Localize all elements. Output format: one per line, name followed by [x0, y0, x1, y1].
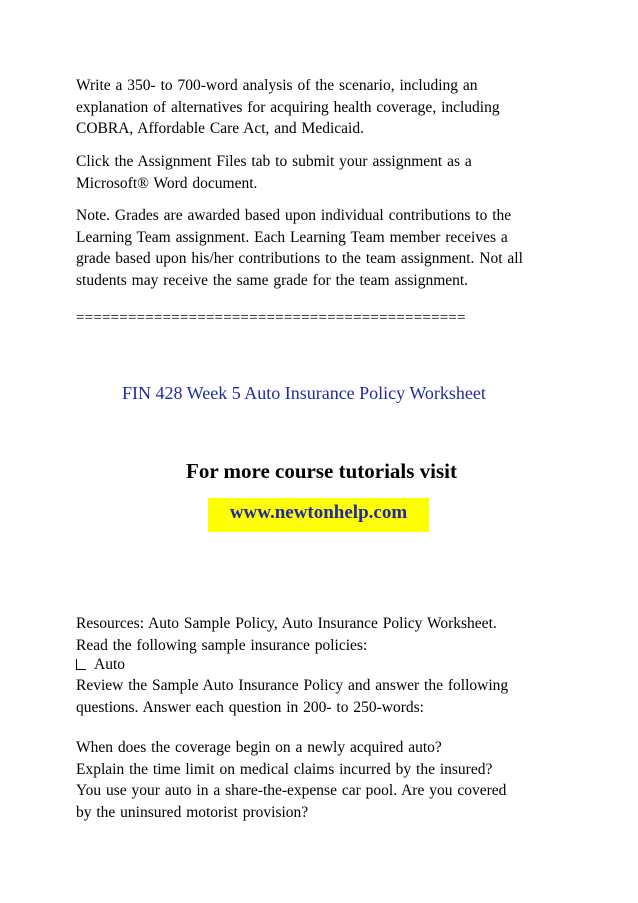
list-item [76, 654, 125, 675]
bullet-icon [76, 659, 86, 670]
question-line: Explain the time limit on medical claims incurred by the insured? [76, 760, 493, 778]
text-line: Review the Sample Auto Insurance Policy and answer the following [76, 677, 509, 694]
text-line: Learning Team assignment. Each Learning Team member receives a [76, 228, 508, 246]
list-item-label: Auto [94, 656, 125, 673]
text-line: COBRA, Affordable Care Act, and Medicaid. [76, 120, 364, 137]
website-link[interactable]: www.newtonhelp.com [208, 498, 429, 532]
text-line: students may receive the same grade for the team assignment. [76, 271, 469, 289]
promo-heading: For more course tutorials visit [186, 459, 458, 483]
text-line: Note. Grades are awarded based upon individual contributions to the [76, 207, 512, 224]
questions-paragraph [76, 737, 566, 823]
text-line: grade based upon his/her contributions to the team assignment. Not all [76, 250, 523, 267]
resources-paragraph [76, 613, 566, 656]
text-line: Microsoft® Word document. [76, 174, 258, 192]
question-line: by the uninsured motorist provision? [76, 803, 309, 821]
question-line: When does the coverage begin on a newly acquired auto? [76, 739, 442, 756]
text-line: questions. Answer each question in 200- to 250-words: [76, 698, 424, 716]
text-line: Click the Assignment Files tab to submit your assignment as a [76, 153, 472, 170]
review-paragraph [76, 675, 566, 718]
course-title-link[interactable]: FIN 428 Week 5 Auto Insurance Policy Worksheet [122, 383, 486, 403]
text-line: Write a 350- to 700-word analysis of the scenario, including an [76, 77, 478, 94]
text-line: Read the following sample insurance policies: [76, 636, 368, 654]
submission-paragraph [76, 151, 566, 194]
text-line: explanation of alternatives for acquiring health coverage, including [76, 98, 500, 116]
grading-note-paragraph [76, 205, 566, 291]
text-line: Resources: Auto Sample Policy, Auto Insurance Policy Worksheet. [76, 615, 497, 632]
separator-line: ============================================= [76, 310, 466, 326]
instructions-paragraph [76, 75, 566, 140]
question-line: You use your auto in a share-the-expense car pool. Are you covered [76, 782, 507, 799]
